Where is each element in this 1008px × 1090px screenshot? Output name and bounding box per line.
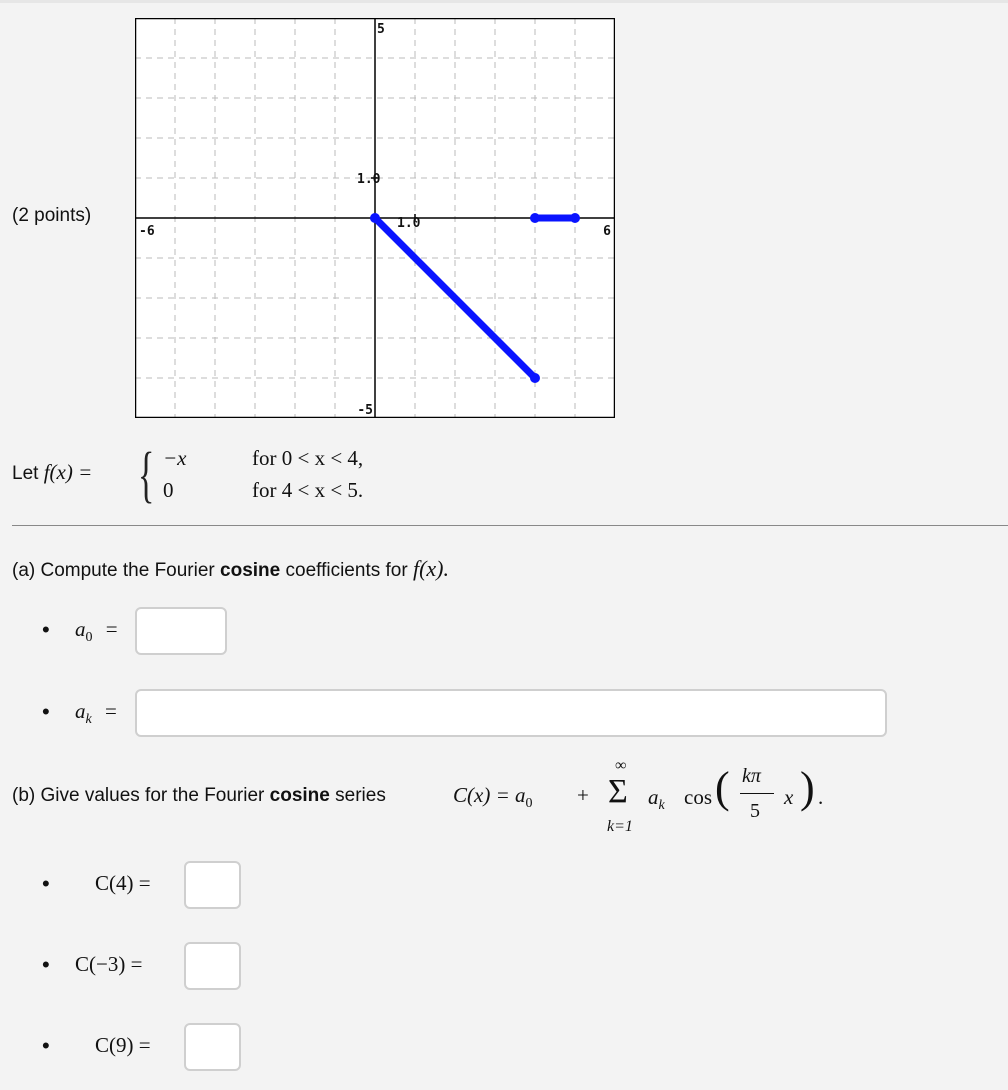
bullet-c9: • — [42, 1033, 50, 1058]
sigma-lower: k=1 — [607, 818, 633, 835]
part-a-function: f(x). — [412, 556, 449, 581]
fraction-numerator: kπ — [742, 765, 761, 787]
bullet-a0: • — [42, 617, 50, 642]
bullet-c4: • — [42, 871, 50, 896]
part-b-bold: cosine — [269, 785, 330, 806]
series-a0-subscript: 0 — [525, 796, 533, 812]
part-b-suffix: series — [329, 785, 386, 806]
let-prefix: Let — [12, 463, 39, 484]
left-paren: ( — [715, 763, 730, 812]
piecewise-brace: { — [138, 441, 155, 509]
fraction-denominator: 5 — [750, 800, 760, 822]
function-name: f(x) = — [43, 460, 93, 484]
c4-label: C(4) = — [95, 871, 151, 895]
series-term — [648, 785, 665, 814]
segment-endpoint — [530, 213, 540, 223]
a0-input[interactable] — [135, 607, 227, 655]
function-definition — [12, 460, 92, 485]
y-unit-label: 1.0 — [357, 172, 381, 187]
part-a-bold: cosine — [220, 560, 281, 581]
a0-symbol: a — [75, 617, 86, 641]
a0-label — [75, 617, 118, 646]
part-a-question — [12, 556, 449, 582]
y-min-label: -5 — [357, 403, 373, 418]
sigma-symbol: Σ — [608, 773, 628, 810]
points-label: (2 points) — [12, 205, 92, 226]
part-b-question — [12, 785, 386, 807]
series-period: . — [818, 785, 824, 809]
c9-input[interactable] — [184, 1023, 241, 1071]
function-graph — [135, 18, 615, 418]
part-a-prefix: (a) Compute the Fourier — [12, 560, 221, 581]
ak-subscript: k — [85, 712, 92, 728]
part-b-prefix: (b) Give values for the Fourier — [12, 785, 270, 806]
c9-label: C(9) = — [95, 1033, 151, 1057]
fraction-bar — [740, 793, 774, 794]
ak-symbol: a — [75, 699, 86, 723]
bullet-ak: • — [42, 699, 50, 724]
series-lhs-text: C(x) = a — [453, 783, 526, 807]
graph-canvas — [135, 18, 615, 418]
segment-endpoint — [570, 213, 580, 223]
x-max-label: 6 — [603, 224, 611, 239]
c4-input[interactable] — [184, 861, 241, 909]
term-a: a — [648, 785, 659, 809]
sigma-upper: ∞ — [615, 757, 627, 774]
piece-condition-2: for 4 < x < 5. — [252, 478, 364, 502]
segment-endpoint — [370, 213, 380, 223]
x-unit-label: 1.0 — [397, 216, 421, 231]
section-divider — [12, 525, 1008, 526]
piece-expr-1: −x — [163, 446, 187, 470]
series-lhs — [453, 783, 533, 812]
ak-equals: = — [104, 699, 117, 723]
bullet-c-3: • — [42, 952, 50, 977]
c-3-label: C(−3) = — [75, 952, 143, 976]
segment-endpoint — [530, 373, 540, 383]
term-subscript: k — [658, 798, 665, 814]
top-divider — [0, 0, 1008, 3]
series-x: x — [784, 785, 794, 809]
ak-label — [75, 699, 117, 728]
y-max-label: 5 — [377, 22, 385, 37]
piece-expr-2: 0 — [163, 478, 174, 502]
cos-label: cos — [684, 785, 712, 809]
a0-equals: = — [105, 617, 118, 641]
piece-condition-1: for 0 < x < 4, — [252, 446, 364, 470]
x-min-label: -6 — [139, 224, 155, 239]
ak-input[interactable] — [135, 689, 887, 737]
right-paren: ) — [800, 763, 815, 812]
part-a-suffix: coefficients for — [280, 560, 413, 581]
c-3-input[interactable] — [184, 942, 241, 990]
series-plus: + — [577, 783, 589, 807]
a0-subscript: 0 — [85, 630, 93, 646]
